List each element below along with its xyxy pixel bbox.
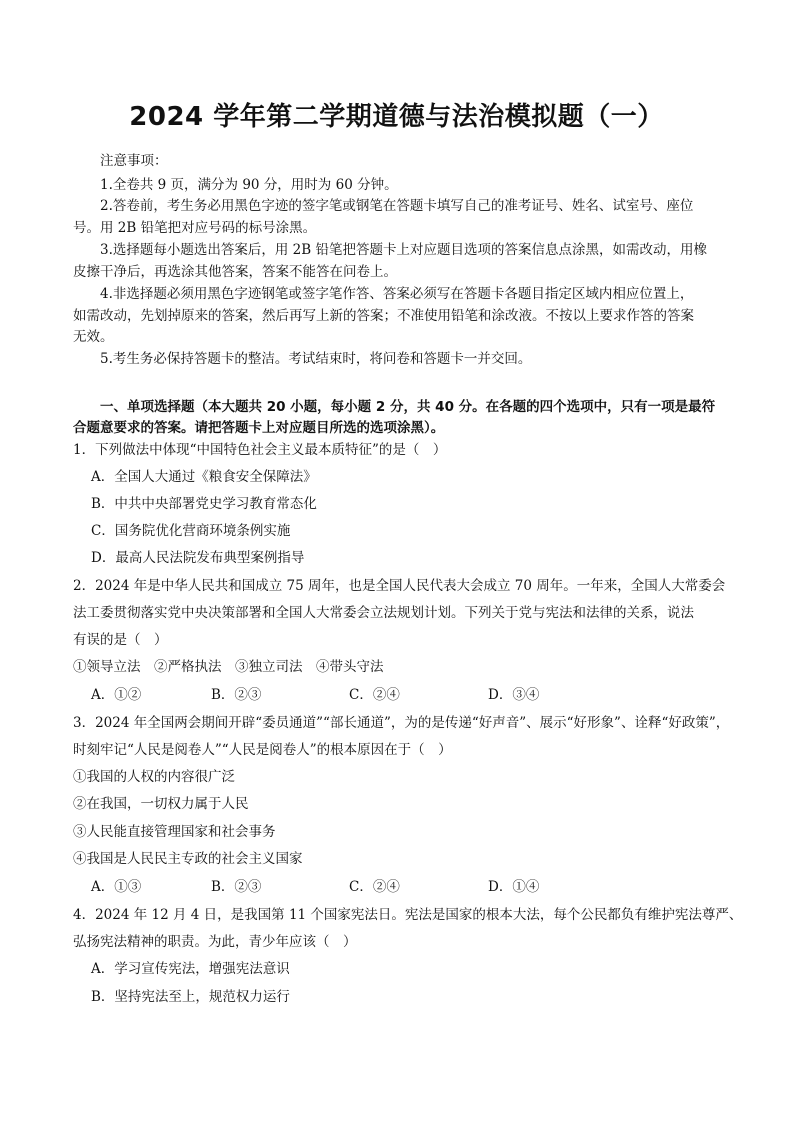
question-stem: 4．2024 年 12 月 4 日，是我国第 11 个国家宪法日。宪法是国家的根本大法，每个公民都负有维护宪法尊严、 — [73, 907, 743, 923]
notice-heading: 注意事项： — [100, 153, 168, 169]
page-title: 2024 学年第二学期道德与法治模拟题（一） — [129, 102, 664, 132]
question-item: ③人民能直接管理国家和社会事务 — [73, 824, 276, 840]
question-stem: 法工委贯彻落实党中央决策部署和全国人大常委会立法规划计划。下列关于党与宪法和法律的关系，说法 — [73, 605, 694, 621]
answer-option: A．①② — [91, 687, 142, 703]
question-item: ①我国的人权的内容很广泛 — [73, 769, 235, 785]
notice-line: 无效。 — [73, 329, 114, 345]
answer-option: C．②④ — [349, 687, 400, 703]
answer-option: C．②④ — [349, 879, 400, 895]
question-stem: 2．2024 年是中华人民共和国成立 75 周年，也是全国人民代表大会成立 70 周年。一年来，全国人大常委会 — [73, 578, 726, 594]
answer-option: B．坚持宪法至上，规范权力运行 — [91, 989, 290, 1005]
notice-line: 号。用 2B 铅笔把对应号码的标号涂黑。 — [73, 220, 317, 236]
notice-line: 如需改动，先划掉原来的答案，然后再写上新的答案；不准使用铅笔和涂改液。不按以上要求作答的答案 — [73, 308, 694, 324]
question-stem: 弘扬宪法精神的职责。为此，青少年应该（ ） — [73, 934, 357, 950]
question-items: ①领导立法 ②严格执法 ③独立司法 ④带头守法 — [73, 659, 384, 675]
answer-option: A．全国人大通过《粮食安全保障法》 — [91, 469, 317, 485]
notice-line: 2.答卷前，考生务必用黑色字迹的签字笔或钢笔在答题卡填写自己的准考证号、姓名、试室号、座位 — [100, 198, 694, 214]
question-item: ②在我国，一切权力属于人民 — [73, 796, 249, 812]
section-heading: 合题意要求的答案。请把答题卡上对应题目所选的选项涂黑）。 — [73, 420, 445, 436]
question-stem: 1．下列做法中体现“中国特色社会主义最本质特征”的是（ ） — [73, 442, 447, 458]
notice-line: 皮擦干净后，再选涂其他答案，答案不能答在问卷上。 — [73, 264, 397, 280]
question-stem: 3．2024 年全国两会期间开辟“委员通道”“部长通道”，为的是传递“好声音”、展示“好形象”、诠释“好政策”， — [73, 715, 730, 731]
question-stem: 有误的是（ ） — [73, 632, 168, 648]
answer-option: B．②③ — [211, 687, 262, 703]
answer-option: A．①③ — [91, 879, 142, 895]
section-heading: 一、单项选择题（本大题共 20 小题，每小题 2 分，共 40 分。在各题的四个选项中，只有一项是最符 — [100, 399, 716, 415]
notice-line: 3.选择题每小题选出答案后，用 2B 铅笔把答题卡上对应题目选项的答案信息点涂黑，如需改动，用橡 — [100, 242, 707, 258]
answer-option: D．最高人民法院发布典型案例指导 — [91, 550, 305, 566]
question-item: ④我国是人民民主专政的社会主义国家 — [73, 851, 303, 867]
notice-line: 1.全卷共 9 页，满分为 90 分，用时为 60 分钟。 — [100, 177, 398, 193]
answer-option: B．中共中央部署党史学习教育常态化 — [91, 496, 317, 512]
answer-option: D．①④ — [488, 879, 540, 895]
notice-line: 4.非选择题必须用黑色字迹钢笔或签字笔作答、答案必须写在答题卡各题目指定区域内相应位置上， — [100, 286, 694, 302]
answer-option: A．学习宣传宪法，增强宪法意识 — [91, 961, 290, 977]
notice-line: 5.考生务必保持答题卡的整洁。考试结束时，将问卷和答题卡一并交回。 — [100, 351, 532, 367]
answer-option: C．国务院优化营商环境条例实施 — [91, 523, 291, 539]
answer-option: D．③④ — [488, 687, 540, 703]
answer-option: B．②③ — [211, 879, 262, 895]
question-stem: 时刻牢记“人民是阅卷人”“人民是阅卷人”的根本原因在于（ ） — [73, 742, 452, 758]
